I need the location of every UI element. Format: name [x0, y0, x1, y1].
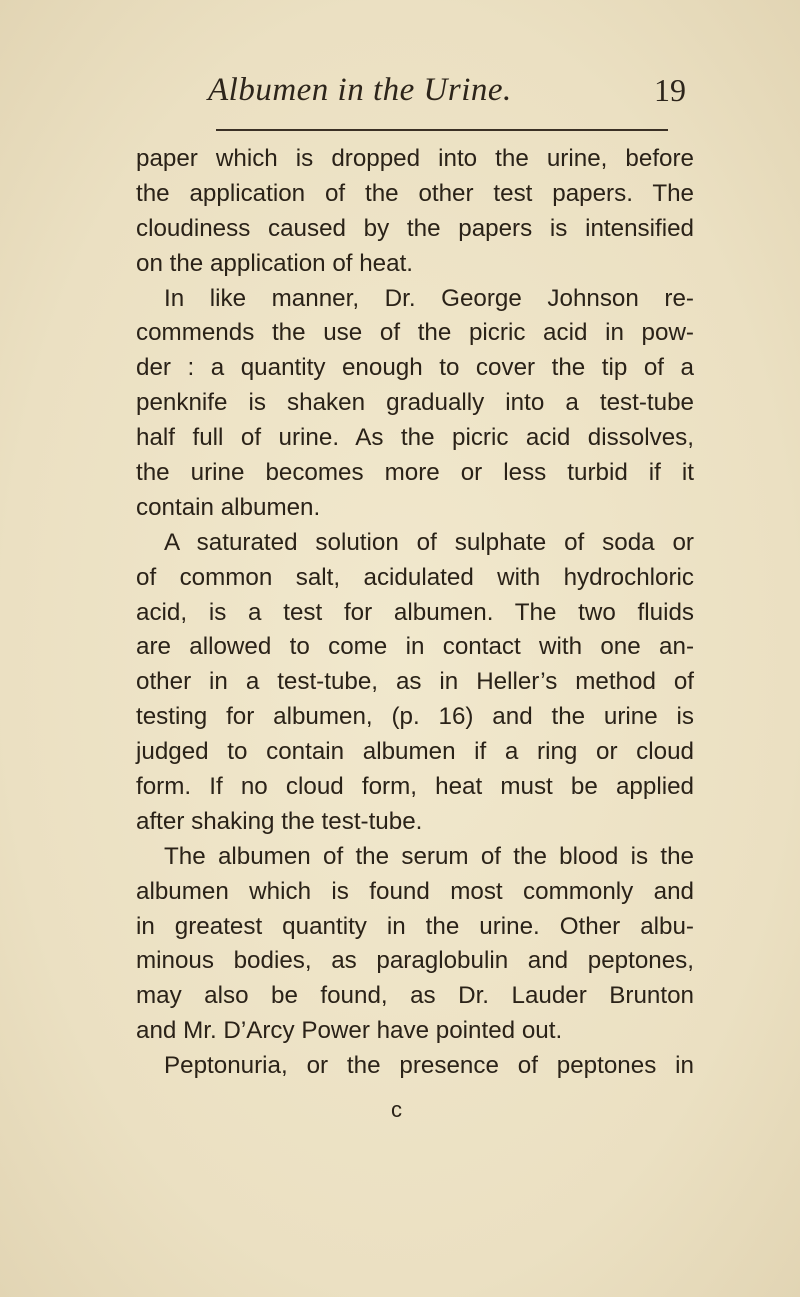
text-line: cloudiness caused by the papers is intensified — [136, 214, 694, 242]
text-line: the application of the other test papers. The — [136, 179, 694, 207]
running-head-title: Albumen in the Urine. — [208, 72, 512, 108]
text-line: paper which is dropped into the urine, before — [136, 145, 694, 172]
text-line: penknife is shaken gradually into a test-tube — [136, 389, 694, 417]
text-line: Peptonuria, or the presence of peptones in — [164, 1052, 694, 1080]
text-line: may also be found, as Dr. Lauder Brunton — [136, 982, 694, 1010]
text-line: The albumen of the serum of the blood is the — [164, 842, 694, 870]
text-line: of common salt, acidulated with hydrochloric — [136, 563, 694, 591]
text-line: in greatest quantity in the urine. Other albu- — [136, 912, 694, 940]
text-line: der : a quantity enough to cover the tip of a — [136, 354, 694, 382]
text-line: contain albumen. — [136, 493, 321, 521]
text-line: minous bodies, as paraglobulin and peptones, — [136, 947, 694, 975]
text-line: half full of urine. As the picric acid dissolves, — [136, 424, 694, 452]
text-line: A saturated solution of sulphate of soda or — [164, 528, 694, 556]
header-rule — [216, 129, 668, 131]
text-line: testing for albumen, (p. 16) and the urine is — [136, 703, 694, 731]
text-line: judged to contain albumen if a ring or cloud — [136, 738, 694, 766]
text-line: In like manner, Dr. George Johnson re- — [164, 284, 694, 312]
text-line: the urine becomes more or less turbid if it — [136, 459, 694, 487]
body-text — [136, 142, 694, 1084]
signature-mark: c — [391, 1097, 402, 1122]
text-line: acid, is a test for albumen. The two fluids — [136, 598, 694, 626]
page-number: 19 — [654, 72, 686, 108]
text-line: commends the use of the picric acid in pow- — [136, 319, 694, 347]
text-line: on the application of heat. — [136, 249, 414, 277]
text-line: other in a test-tube, as in Heller’s method of — [136, 668, 694, 696]
running-head — [138, 72, 686, 118]
text-line: and Mr. D’Arcy Power have pointed out. — [136, 1017, 563, 1045]
text-line: form. If no cloud form, heat must be applied — [136, 773, 694, 801]
text-line: after shaking the test-tube. — [136, 807, 423, 835]
text-line: are allowed to come in contact with one an- — [136, 633, 694, 661]
text-line: albumen which is found most commonly and — [136, 877, 694, 905]
